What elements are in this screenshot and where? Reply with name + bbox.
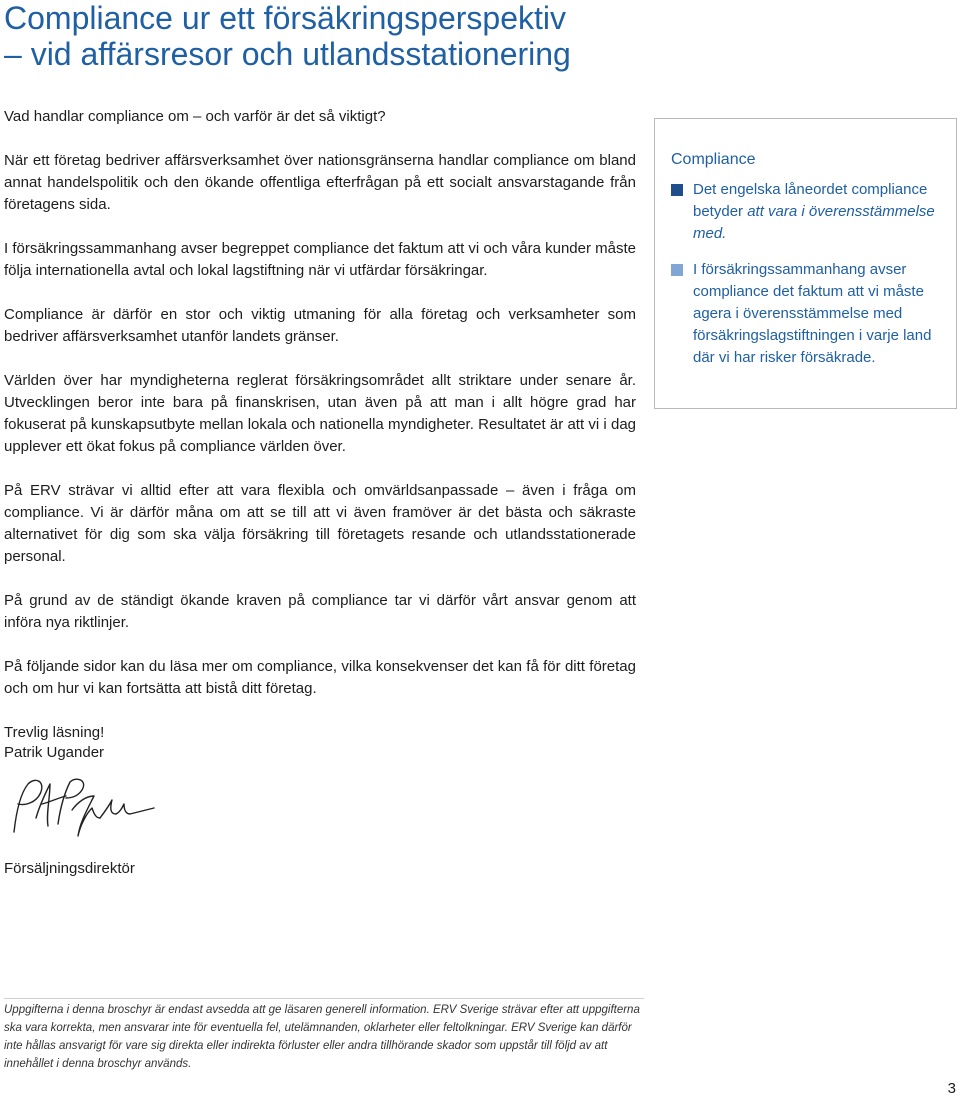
section-heading: Vad handlar compliance om – och varför är det så viktigt? [4, 108, 386, 125]
main-text [4, 106, 636, 766]
title-line-1: Compliance ur ett försäkringsperspektiv [4, 0, 567, 36]
info-box-item-1 [671, 179, 940, 245]
info-box-item-2-text: I försäkringssammanhang avser compliance det faktum att vi måste agera i överensstämmelse med försäkringslagstiftningen i varje land där vi har risker försäkrade. [693, 261, 932, 366]
title-line-2: – vid affärsresor och utlandsstationering [4, 36, 571, 72]
paragraph-5: På ERV strävar vi alltid efter att vara flexibla och omvärldsanpassade – även i fråga om compliance. Vi är därför måna om att se till att vi även framöver är det bästa och säkraste alternativet för dig som ska välja försäkring till företagets resande och utlandsstationerade personal. [4, 482, 636, 565]
page-title [4, 0, 571, 72]
paragraph-1: När ett företag bedriver affärsverksamhet över nationsgränserna handlar compliance om bland annat handelspolitik och den ökande offentliga efterfrågan på ett socialt ansvarstagande från företagens sida. [4, 152, 636, 213]
paragraph-3: Compliance är därför en stor och viktig utmaning för alla företag och verksamheter som bedriver affärsverksamhet utanför landets gränser. [4, 306, 636, 345]
square-bullet-icon [671, 264, 683, 276]
signer-name: Patrik Ugander [4, 744, 105, 761]
info-box-title: Compliance [671, 151, 756, 168]
compliance-info-box [654, 118, 957, 409]
info-box-item-1-text: Det engelska låneordet compliance betyder att vara i överensstämmelse med. [693, 181, 935, 242]
page-number: 3 [947, 1080, 956, 1097]
paragraph-7: På följande sidor kan du läsa mer om compliance, vilka konsekvenser det kan få för ditt företag och om hur vi kan fortsätta att bistå ditt företag. [4, 658, 636, 697]
paragraph-2: I försäkringssammanhang avser begreppet compliance det faktum att vi och våra kunder måste följa internationella avtal och lokal lagstiftning när vi utfärdar försäkringar. [4, 240, 636, 279]
signer-role: Försäljningsdirektör [4, 860, 135, 877]
disclaimer-text: Uppgifterna i denna broschyr är endast avsedda att ge läsaren generell information. ERV Sverige strävar efter att uppgifterna ska vara korrekta, men ansvarar inte för eventuella fel, utelämnanden, oklarheter eller feltolkningar. ERV Sverige kan därför inte hållas ansvarigt för vare sig direkta eller indirekta förluster eller andra tillhörande skador som uppstår till följd av att innehållet i denna broschyr används. [4, 998, 644, 1073]
info-box-item-2 [671, 259, 940, 369]
paragraph-6: På grund av de ständigt ökande kraven på compliance tar vi därför vårt ansvar genom att införa nya riktlinjer. [4, 592, 636, 631]
signer-name-block [4, 744, 104, 761]
paragraph-8: Trevlig läsning! [4, 724, 105, 741]
square-bullet-icon [671, 184, 683, 196]
handwritten-signature [6, 774, 156, 846]
paragraph-4: Världen över har myndigheterna reglerat försäkringsområdet allt striktare under senare år. Utvecklingen beror inte bara på finanskrisen, utan även på att man i allt högre grad har fokuserat på kunskapsutbyte mellan lokala och nationella myndigheter. Resultatet är att vi i dag upplever ett ökat fokus på compliance världen över. [4, 372, 636, 455]
